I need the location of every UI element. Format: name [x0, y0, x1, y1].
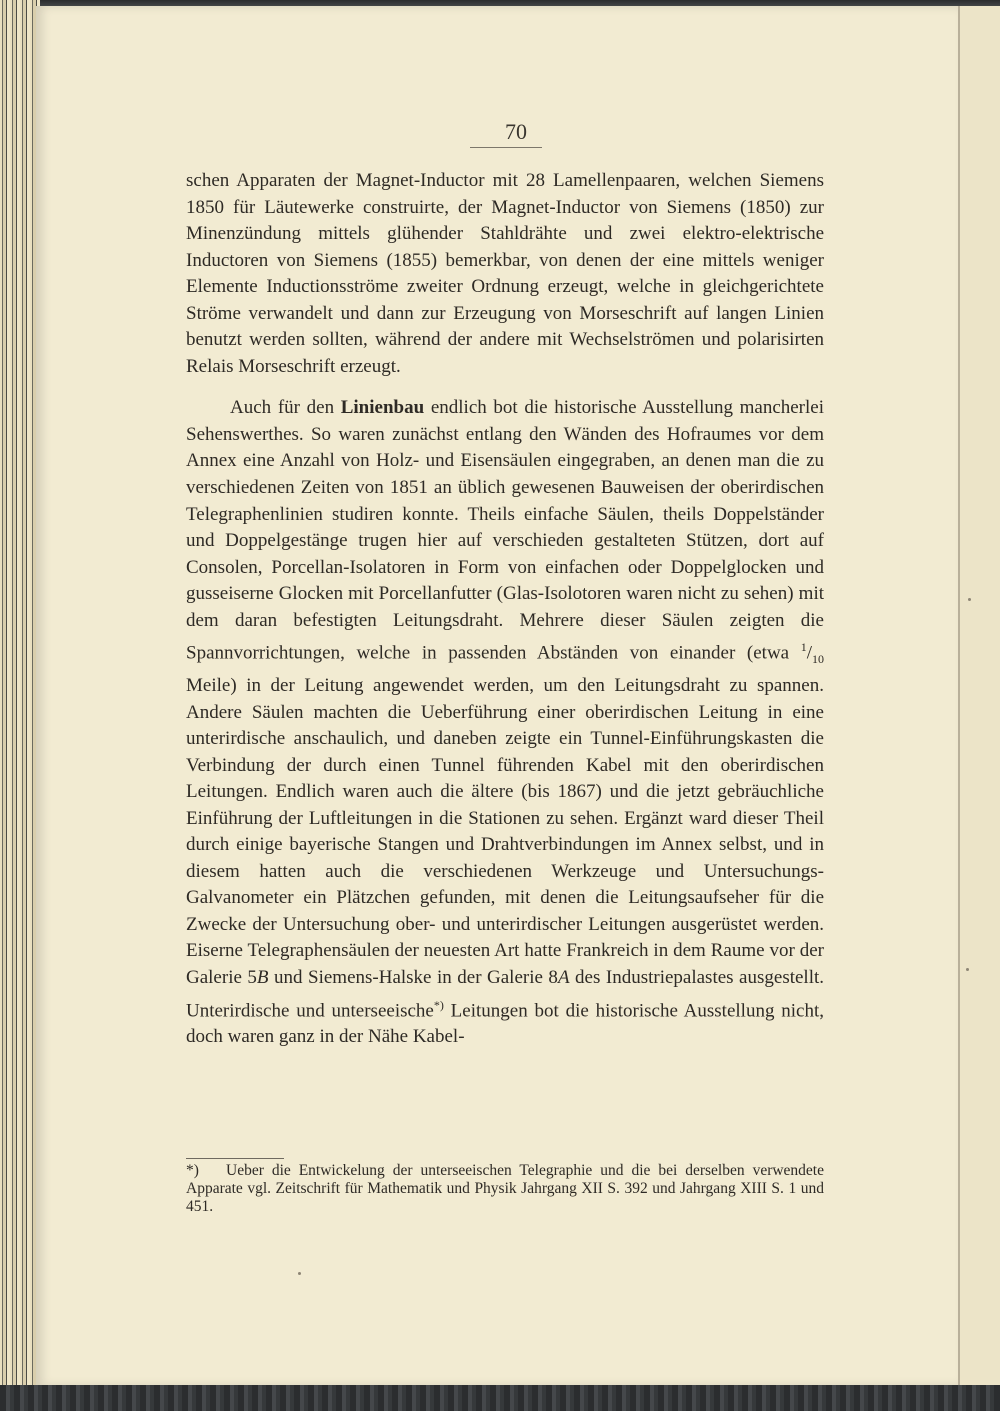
emphasis-term: Linienbau: [340, 397, 425, 419]
book-spine: [0, 0, 40, 1411]
scan-bottom-edge: [0, 1385, 1000, 1411]
fraction-numerator: 1: [800, 640, 807, 655]
footnote: [186, 1162, 824, 1216]
text-run: des Industriepalastes ausgestellt. Unterirdische und unterseeische: [186, 966, 825, 1021]
text-run: Leitungen bot die historische Ausstellung nicht, doch waren ganz in der Nähe Kabel-: [186, 999, 824, 1048]
body-text: [186, 168, 824, 1051]
footnote-rule: [186, 1158, 284, 1159]
footnote-reference[interactable]: *): [433, 997, 444, 1012]
paper-speck: [298, 1272, 301, 1275]
paper-speck: [966, 968, 969, 971]
paper-speck: [968, 598, 971, 601]
text-run: Meile) in der Leitung angewendet werden, um den Leitungsdraht zu spannen. Andere Säulen machten die Ueberführung einer oberirdischen Leitung in eine unterirdische anschaulich, und daneben zeigte ein Tunnel-Einführungskasten die Verbindung der durch einen Tunnel führenden Kabel mit den oberirdischen Leitungen. Endlich waren auch die ältere (bis 1867) und die jetzt gebräuchliche Einführung der Luftleitungen in die Stationen zu sehen. Ergänzt ward dieser Theil durch einige bayerische Stangen und Drahtverbindungen im Annex selbst, und in diesem hatten auch die verschiedenen Werkzeuge und Untersuchungs-Galvanometer ein Plätzchen gefunden, mit denen die Leitungsaufseher für die Zwecke der Untersuchung ober- und unterirdischer Leitungen ausgerüstet werden. Eiserne Telegraphensäulen der neuesten Art hatte Frankreich in dem Raume vor der Galerie 5: [186, 674, 824, 988]
text-run: B: [256, 966, 269, 988]
paragraph: Auch für den Linienbau endlich bot die historische Ausstellung mancherlei Sehenswerthes. So waren zunächst entlang den Wänden des Hofraumes vor dem Annex eine Anzahl von Holz- und Eisensäulen eingegraben, an denen man die zu verschiedenen Zeiten von 1851 an üblich gewesenen Bauweisen der oberirdischen Telegraphenlinien studiren konnte. Theils einfache Säulen, theils Doppelständer und Doppelgestänge trugen hier auf verschieden gestalteten Stützen, dort auf Consolen, Porcellan-Isolatoren in Form von einfachen oder Doppelglocken und gusseiserne Glocken mit Porcellanfutter (Glas-Isolotoren waren nicht zu sehen) mit dem daran befestigten Leitungsdraht. Mehrere dieser Säulen zeigten die Spannvorrichtungen, welche in passenden Abständen von einander (etwa $^1/_{10}$ Meile) in der Leitung angewendet werden, um den Leitungsdraht zu spannen. Andere Säulen machten die Ueberführung einer oberirdischen Leitung in eine unterirdische anschaulich, und daneben zeigte ein Tunnel-Einführungskasten die Verbindung der durch einen Tunnel führenden Kabel mit den oberirdischen Leitungen. Endlich waren auch die ältere (bis 1867) und die jetzt gebräuchliche Einführung der Luftleitungen in die Stationen zu sehen. Ergänzt ward dieser Theil durch einige bayerische Stangen und Drahtverbindungen im Annex selbst, und in diesem hatten auch die verschiedenen Werkzeuge und Untersuchungs-Galvanometer ein Plätzchen gefunden, mit denen die Leitungsaufseher für die Zwecke der Untersuchung ober- und unterirdischer Leitungen ausgerüstet werden. Eiserne Telegraphensäulen der neuesten Art hatte Frankreich in dem Raume vor der Galerie 5B und Siemens-Halske in der Galerie 8A des Industriepalastes ausgestellt. Unterirdische und unterseeische*) Leitungen bot die historische Ausstellung nicht, doch waren ganz in der Nähe Kabel-: [186, 397, 825, 1048]
text-run: Auch für den: [230, 397, 341, 419]
paragraph: schen Apparaten der Magnet-Inductor mit 28 Lamellenpaaren, welchen Siemens 1850 für Läutewerke construirte, der Magnet-Inductor von Siemens (1850) zur Minenzündung mittels glühender Stahldrähte und zwei elektro-elektrische Inductoren von Siemens (1855) bemerkbar, von denen der eine mittels weniger Elemente Inductionsströme zweiter Ordnung erzeugt, welche in gleichgerichtete Ströme verwandelt und dann zur Erzeugung von Morseschrift auf langen Linien benutzt werden sollten, während der andere mit Wechselströmen und polarisirten Relais Morseschrift erzeugt.: [186, 170, 824, 377]
text-run: A: [557, 966, 570, 988]
footnote-text: Ueber die Entwickelung der unterseeischen Telegraphie und die bei derselben verwendete Apparate vgl. Zeitschrift für Mathematik und Physik Jahrgang XII S. 392 und Jahrgang XIII S. 1 und 451.: [186, 1162, 824, 1215]
next-page-edge: [958, 6, 1000, 1386]
fraction-denominator: 10: [812, 652, 824, 667]
footnote-mark: *): [186, 1162, 199, 1179]
text-run: und Siemens-Halske in der Galerie 8: [268, 966, 558, 988]
page-number: 70: [505, 119, 527, 144]
page-number-rule: [470, 147, 542, 148]
text-run: endlich bot die historische Ausstellung mancherlei Sehenswerthes. So waren zunächst entlang den Wänden des Hofraumes vor dem Annex eine Anzahl von Holz- und Eisensäulen eingegraben, an denen man die zu verschiedenen Zeiten von 1851 an üblich gewesenen Bauweisen der oberirdischen Telegraphenlinien studiren konnte. Theils einfache Säulen, theils Doppelständer und Doppelgestänge trugen hier auf verschieden gestalteten Stützen, dort auf Consolen, Porcellan-Isolatoren in Form von einfachen oder Doppelglocken und gusseiserne Glocken mit Porcellanfutter (Glas-Isolotoren waren nicht zu sehen) mit dem daran befestigten Leitungsdraht. Mehrere dieser Säulen zeigten die Spannvorrichtungen, welche in passenden Abständen von einander (etwa: [186, 397, 824, 664]
